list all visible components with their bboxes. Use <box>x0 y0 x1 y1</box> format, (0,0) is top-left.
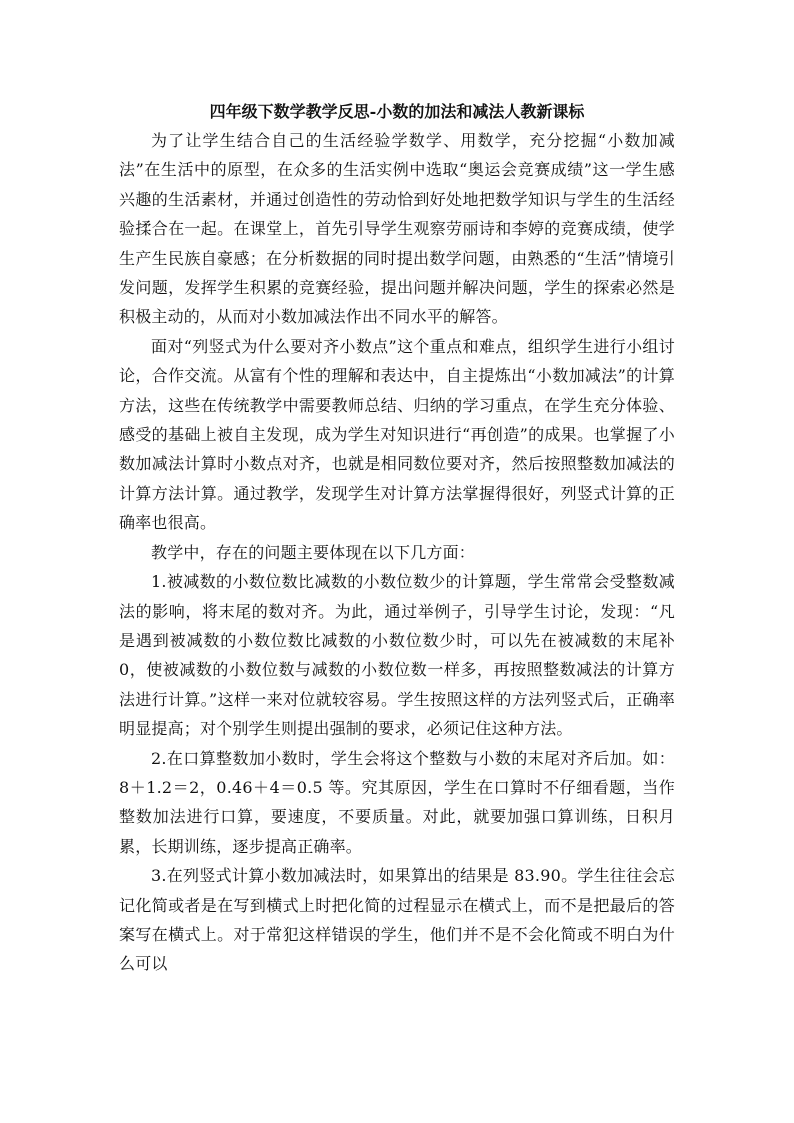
document-body <box>119 126 675 979</box>
document-title: 四年级下数学教学反思-小数的加法和减法人教新课标 <box>209 102 585 121</box>
paragraph-problem-2: 2.在口算整数加小数时，学生会将这个整数与小数的末尾对齐后加。如：8＋1.2＝2，0.46＋4＝0.5 等。究其原因，学生在口算时不仔细看题，当作整数加法进行口算，要速度，不要质量。对此，就要加强口算训练，日积月累，长期训练，逐步提高正确率。 <box>119 748 675 856</box>
paragraph-key-difficulty: 面对“列竖式为什么要对齐小数点”这个重点和难点，组织学生进行小组讨论，合作交流。从富有个性的理解和表达中，自主提炼出“小数加减法”的计算方法，这些在传统教学中需要教师总结、归纳的学习重点，在学生充分体验、感受的基础上被自主发现，成为学生对知识进行“再创造”的成果。也掌握了小数加减法计算时小数点对齐，也就是相同数位要对齐，然后按照整数加减法的计算方法计算。通过教学，发现学生对计算方法掌握得很好，列竖式计算的正确率也很高。 <box>119 336 675 533</box>
paragraph-problem-3: 3.在列竖式计算小数加减法时，如果算出的结果是 83.90。学生往往会忘记化简或者是在写到横式上时把化简的过程显示在横式上，而不是把最后的答案写在横式上。对于常犯这样错误的学生，他们并不是不会化简或不明白为什么可以 <box>119 866 675 974</box>
paragraph-problem-1: 1.被减数的小数位数比减数的小数位数少的计算题，学生常常会受整数减法的影响，将末尾的数对齐。为此，通过举例子，引导学生讨论，发现：“凡是遇到被减数的小数位数比减数的小数位数少时，可以先在被减数的末尾补 0，使被减数的小数位数与减数的小数位数一样多，再按照整数减法的计算方法进行计算。”这样一来对位就较容易。学生按照这样的方法列竖式后，正确率明显提高；对个别学生则提出强制的要求，必须记住这种方法。 <box>119 572 675 739</box>
paragraph-intro: 为了让学生结合自己的生活经验学数学、用数学，充分挖掘“小数加减法”在生活中的原型，在众多的生活实例中选取“奥运会竞赛成绩”这一学生感兴趣的生活素材，并通过创造性的劳动恰到好处地把数学知识与学生的生活经验揉合在一起。在课堂上，首先引导学生观察劳丽诗和李婷的竞赛成绩，使学生产生民族自豪感；在分析数据的同时提出数学问题，由熟悉的“生活”情境引发问题，发挥学生积累的竞赛经验，提出问题并解决问题，学生的探索必然是积极主动的，从而对小数加减法作出不同水平的解答。 <box>119 131 675 327</box>
paragraph-problems-heading: 教学中，存在的问题主要体现在以下几方面： <box>151 542 476 562</box>
